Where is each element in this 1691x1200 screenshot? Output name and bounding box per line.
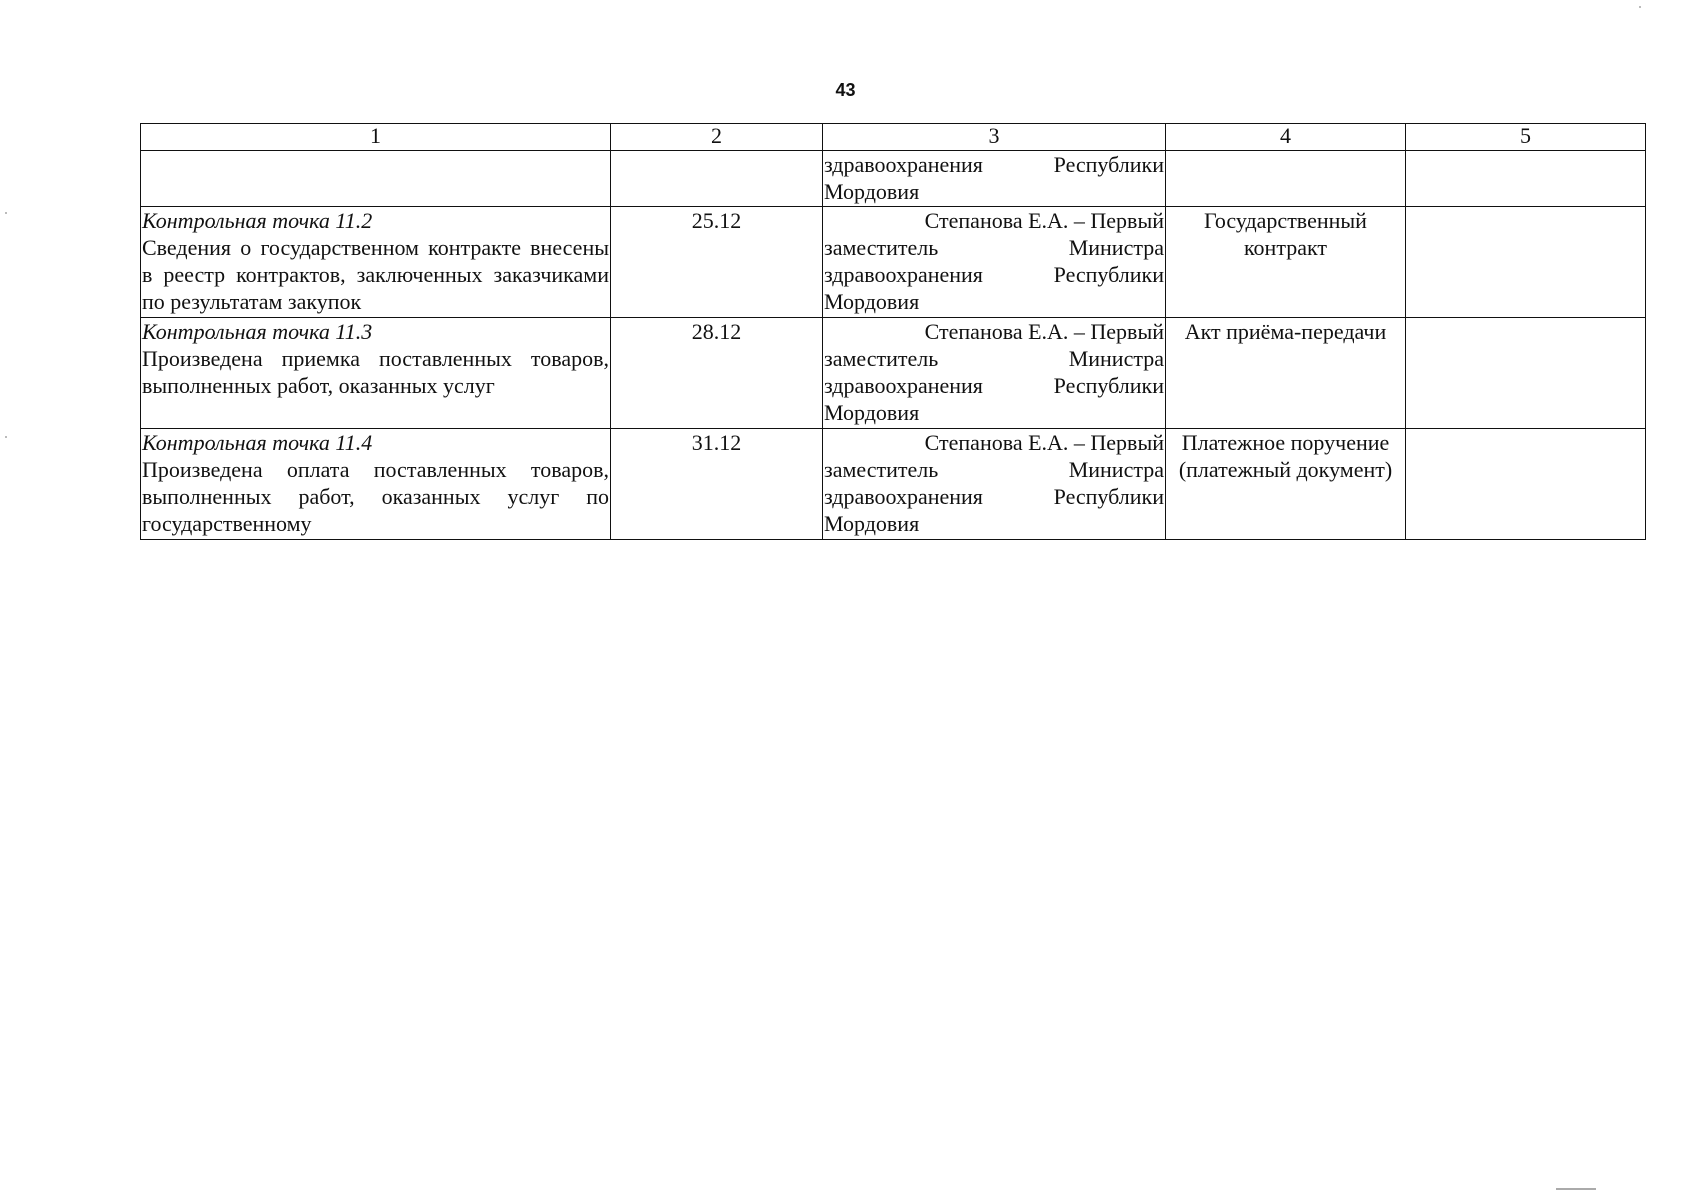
task-cell [141,151,611,207]
column-header: 2 [611,124,823,151]
task-cell [141,429,611,540]
page-number: 43 [835,80,856,100]
document-cell: Государственный контракт [1166,207,1406,318]
column-header: 5 [1406,124,1646,151]
scan-artifact [5,436,7,438]
responsible-line: здравоохранения Республики [824,484,1164,509]
deadline-cell [611,151,823,207]
control-point-title: Контрольная точка 11.4 [142,430,373,455]
responsible-line: заместитель Министра [824,457,1164,482]
table-row [141,151,1646,207]
responsible-line: здравоохранения Республики [824,262,1164,287]
control-point-description: Произведена приемка поставленных товаров, выполненных работ, оказанных услуг [142,346,609,398]
control-point-description: Сведения о государственном контракте внесены в реестр контрактов, заключенных заказчиками по результатам закупок [142,235,609,314]
responsible-cell [823,151,1166,207]
responsible-line: Мордовия [824,179,920,204]
table-row [141,429,1646,540]
control-point-description: Произведена оплата поставленных товаров, выполненных работ, оказанных услуг по государственному [142,457,609,536]
document-cell [1166,151,1406,207]
document-cell: Платежное поручение (платежный документ) [1166,429,1406,540]
responsible-line: здравоохранения Республики [824,373,1164,398]
column-header: 1 [141,124,611,151]
responsible-line: Степанова Е.А. – Первый [924,430,1164,455]
responsible-line: Мордовия [824,289,920,314]
task-cell [141,318,611,429]
table-row [141,207,1646,318]
scan-artifact [1556,1188,1596,1190]
notes-cell [1406,318,1646,429]
deadline-cell: 31.12 [611,429,823,540]
deadline-cell: 28.12 [611,318,823,429]
responsible-line: Степанова Е.А. – Первый [924,319,1164,344]
responsible-cell [823,318,1166,429]
task-cell [141,207,611,318]
notes-cell [1406,429,1646,540]
control-point-title: Контрольная точка 11.3 [142,319,373,344]
control-point-title: Контрольная точка 11.2 [142,208,373,233]
deadline-cell: 25.12 [611,207,823,318]
table-row [141,318,1646,429]
responsible-line: здравоохранения Республики [824,152,1164,177]
table-header-row [141,124,1646,151]
column-header: 3 [823,124,1166,151]
responsible-cell [823,429,1166,540]
column-header: 4 [1166,124,1406,151]
responsible-line: Мордовия [824,511,920,536]
responsible-line: Степанова Е.А. – Первый [924,208,1164,233]
scan-artifact [1639,6,1641,8]
responsible-cell [823,207,1166,318]
notes-cell [1406,207,1646,318]
responsible-line: Мордовия [824,400,920,425]
responsible-line: заместитель Министра [824,235,1164,260]
control-points-table [140,123,1646,540]
responsible-line: заместитель Министра [824,346,1164,371]
scan-artifact [5,212,7,214]
document-cell: Акт приёма-передачи [1166,318,1406,429]
notes-cell [1406,151,1646,207]
